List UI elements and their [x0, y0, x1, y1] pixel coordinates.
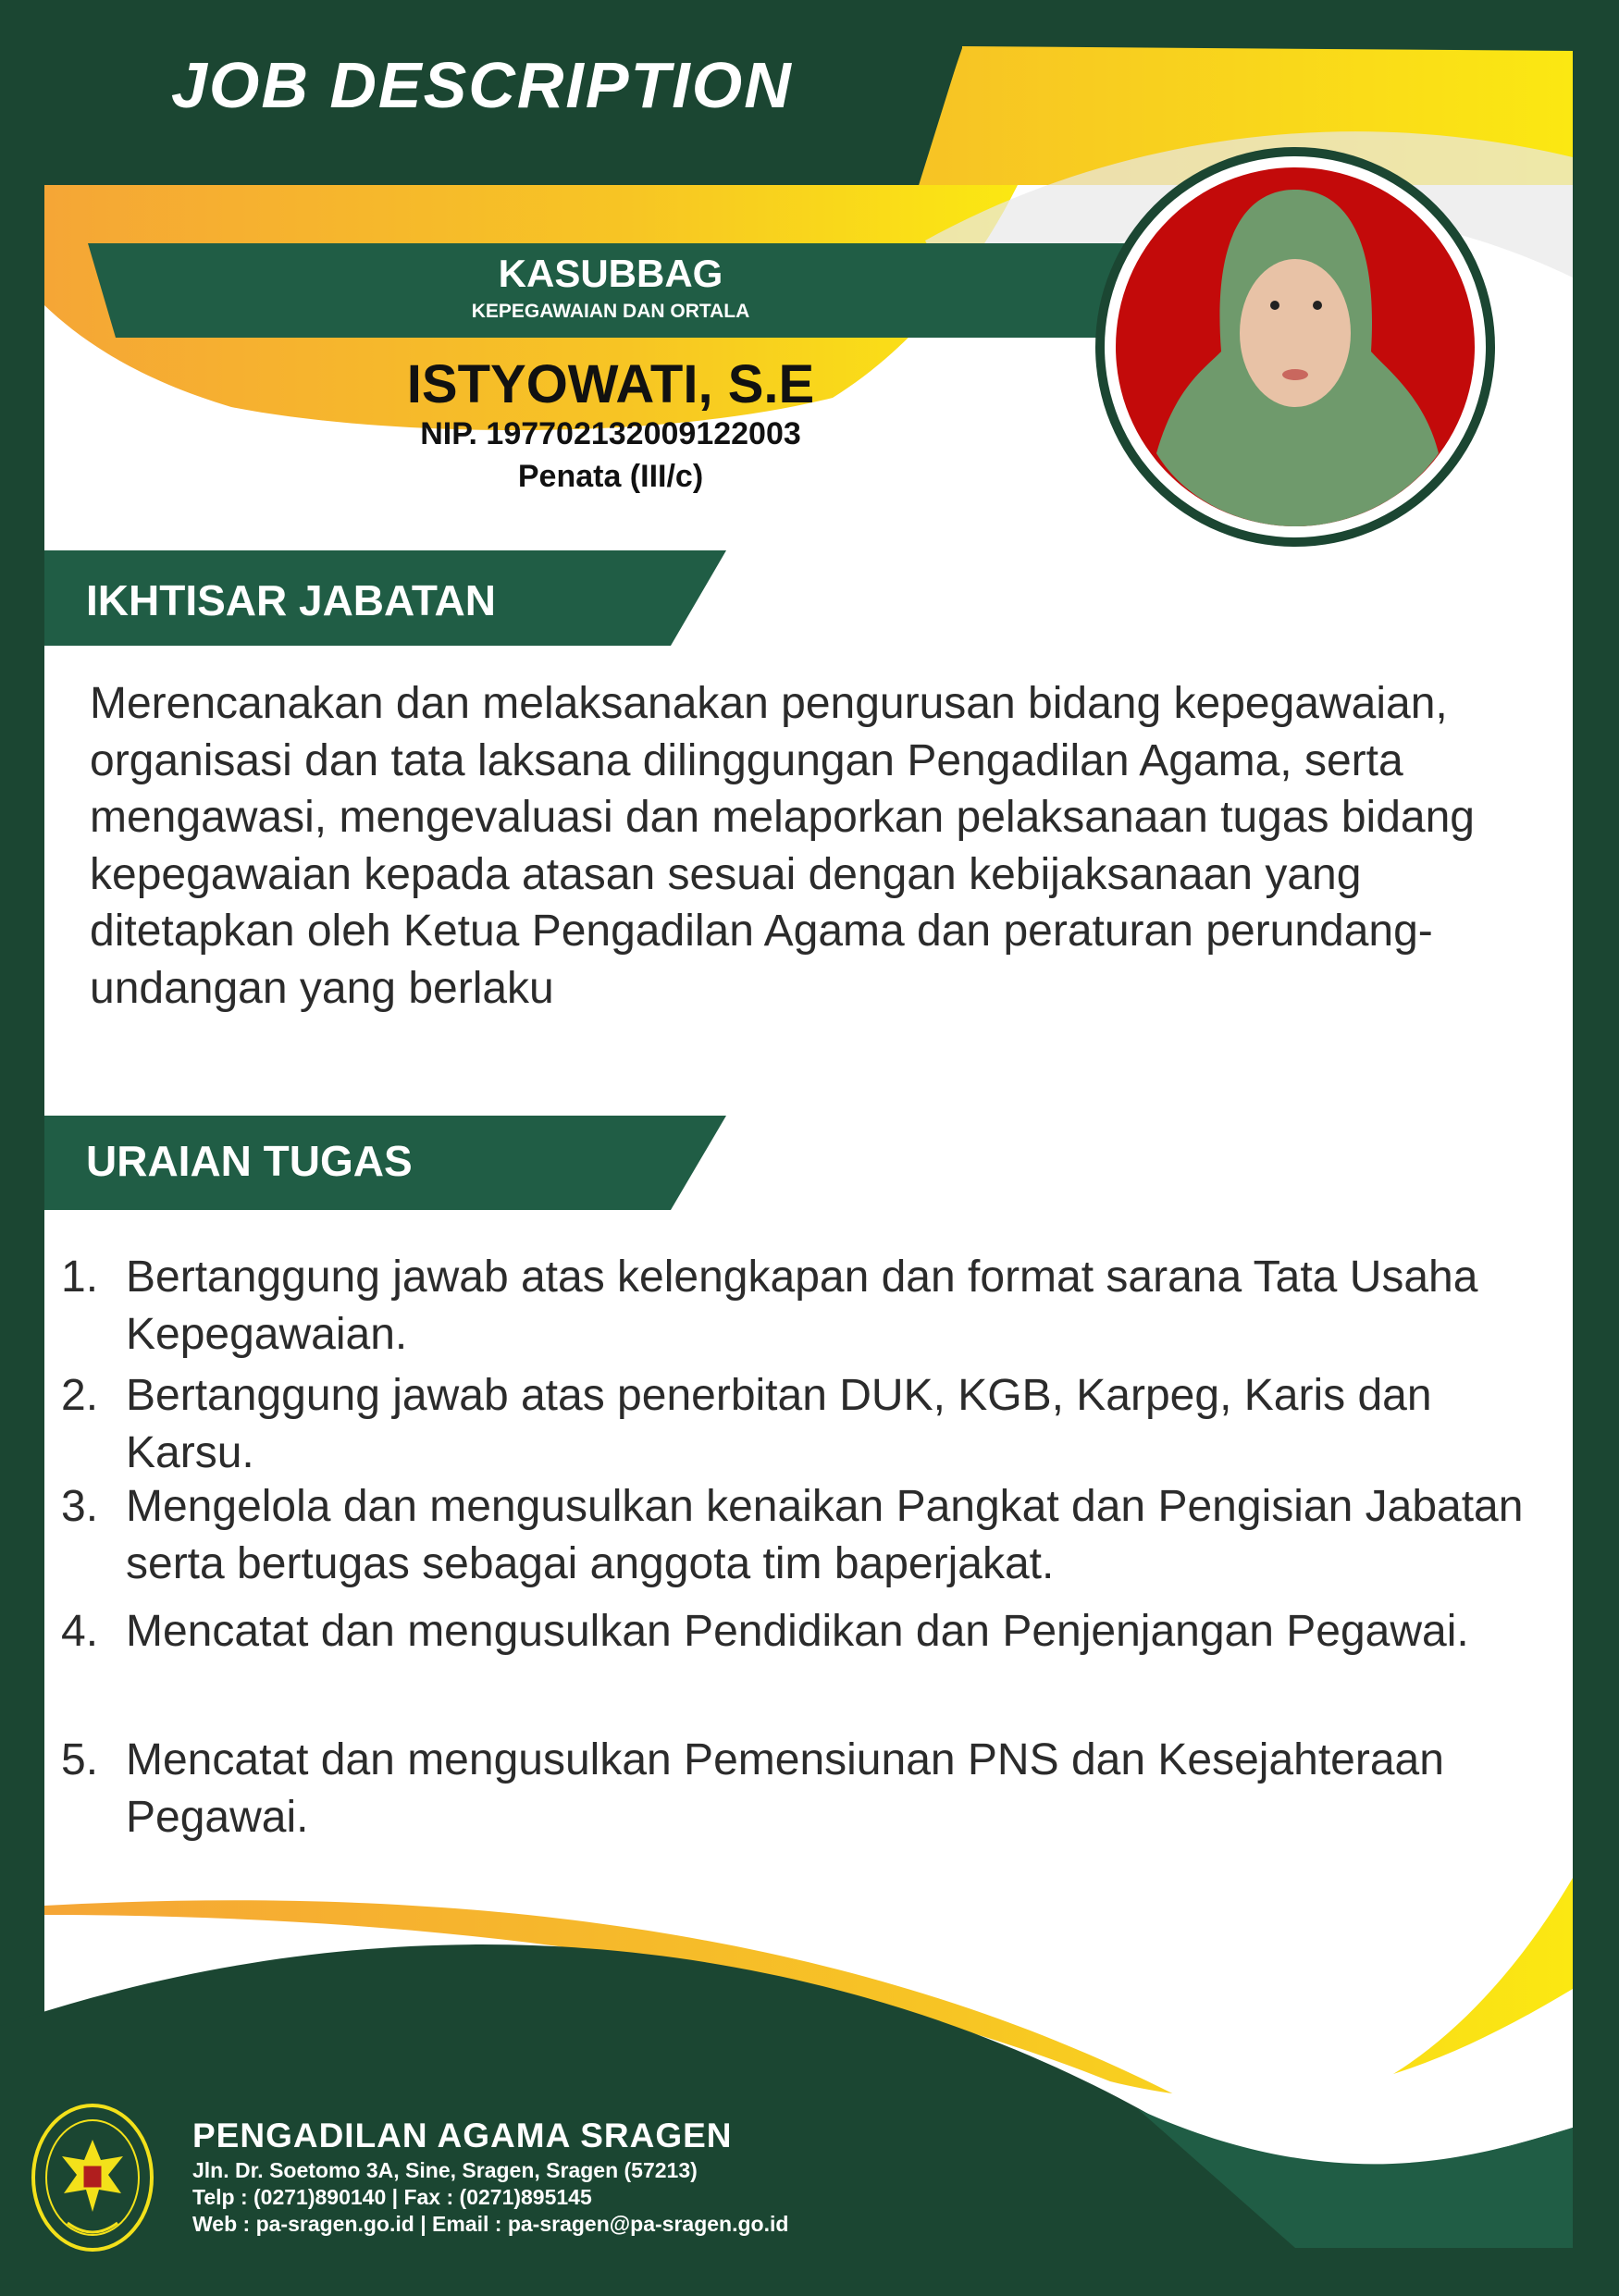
employee-rank: Penata (III/c) [517, 459, 704, 494]
summary-text: Merencanakan dan melaksanakan pengurusan bidang kepegawaian, organisasi dan tata laksana dilinggungan Pengadilan Agama, serta mengawasi, mengevaluasi dan melaporkan pelaksanaan tugas bidang kepegawaian kepada atasan sesuai dengan kebijaksanaan yang ditetapkan oleh Ketua Pengadilan Agama dan peraturan perundang-undangan yang berlaku [90, 679, 1475, 1013]
duty-text: Mencatat dan mengusulkan Pemensiunan PNS dan Kesejahteraan Pegawai. [126, 1735, 1444, 1842]
footer-address: Jln. Dr. Soetomo 3A, Sine, Sragen, Sragen (57213) [192, 2158, 698, 2182]
footer-phone: Telp : (0271)890140 | Fax : (0271)895145 [192, 2185, 592, 2209]
duty-item [61, 1478, 1560, 1592]
position-unit: KEPEGAWAIAN DAN ORTALA [471, 301, 750, 322]
duty-number: 1. [61, 1253, 99, 1302]
duty-text: Bertanggung jawab atas kelengkapan dan format sarana Tata Usaha Kepegawaian. [126, 1253, 1478, 1359]
duties-heading: URAIAN TUGAS [86, 1137, 413, 1185]
court-logo [31, 2103, 154, 2253]
duty-number: 2. [61, 1371, 99, 1420]
page-title: JOB DESCRIPTION [171, 49, 793, 121]
duty-number: 4. [61, 1607, 99, 1656]
summary-heading: IKHTISAR JABATAN [86, 576, 496, 624]
footer-org-name: PENGADILAN AGAMA SRAGEN [192, 2117, 733, 2154]
duty-number: 3. [61, 1482, 99, 1531]
duty-item [61, 1249, 1560, 1363]
employee-nip: NIP. 197702132009122003 [420, 416, 801, 451]
duty-text: Bertanggung jawab atas penerbitan DUK, KGB, Karpeg, Karis dan Karsu. [126, 1371, 1432, 1477]
duty-item [61, 1367, 1560, 1481]
footer-web-email: Web : pa-sragen.go.id | Email : pa-sragen@pa-sragen.go.id [192, 2212, 789, 2236]
position-title: KASUBBAG [498, 252, 723, 295]
employee-name: ISTYOWATI, S.E [406, 354, 815, 414]
duty-item [61, 1603, 1560, 1660]
duty-item [61, 1732, 1560, 1845]
duty-text: Mengelola dan mengusulkan kenaikan Pangkat dan Pengisian Jabatan serta bertugas sebagai anggota tim baperjakat. [126, 1482, 1524, 1588]
duty-text: Mencatat dan mengusulkan Pendidikan dan Penjenjangan Pegawai. [126, 1607, 1469, 1656]
duty-number: 5. [61, 1735, 99, 1784]
